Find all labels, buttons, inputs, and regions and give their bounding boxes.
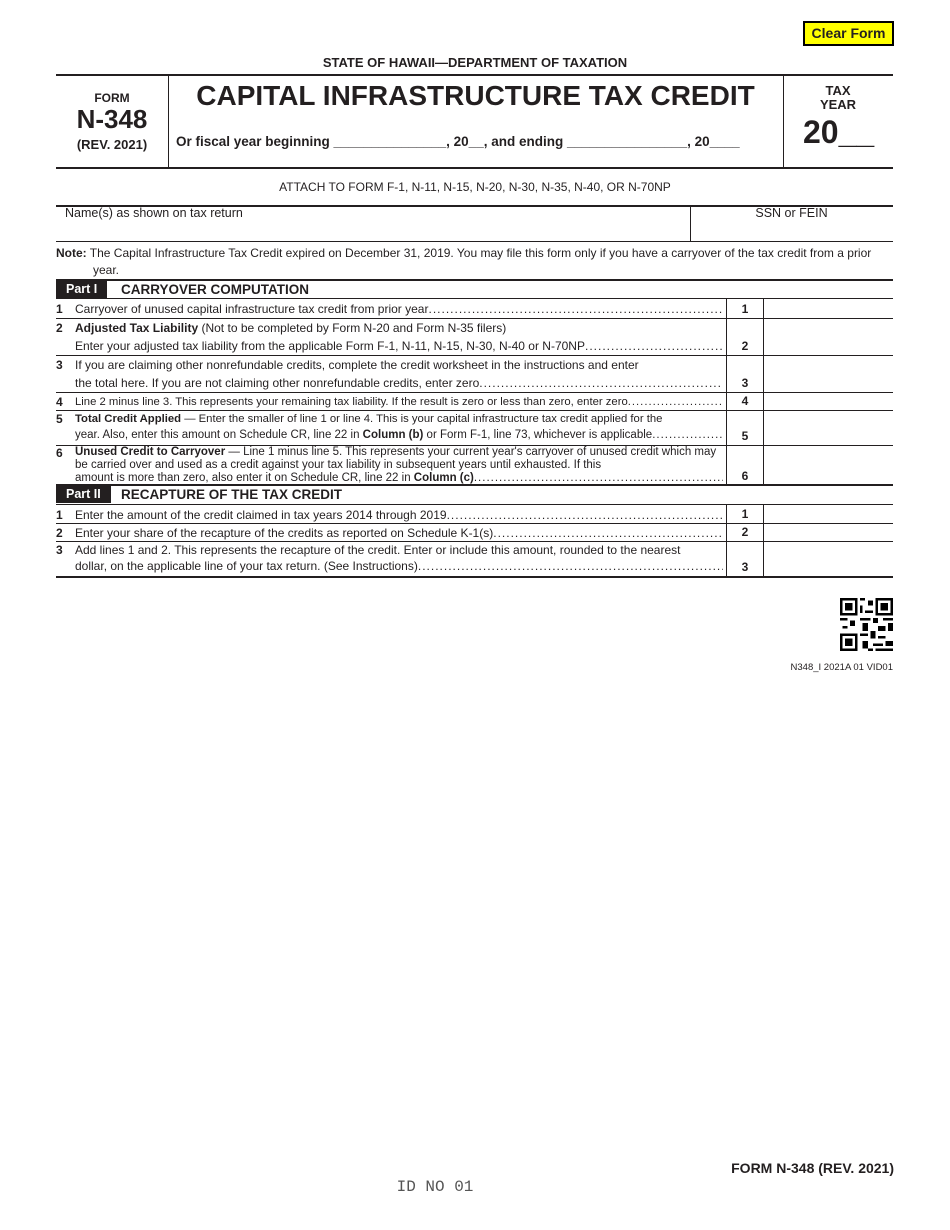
line-number: 2 [56, 321, 63, 335]
ssn-fein-field[interactable]: SSN or FEIN [755, 206, 828, 220]
line-text: Line 2 minus line 3. This represents your remaining tax liability. If the result is zero or less than zero, enter zero ..... [75, 395, 723, 410]
qr-code-icon [840, 598, 893, 651]
note [56, 245, 886, 279]
part1-line-6-amount[interactable] [764, 446, 893, 485]
part1-line-1 [56, 298, 893, 318]
line-text: Unused Credit to Carryover — Line 1 minus line 5. This represents your current year's carryover of unused credit which may be carried over and used as a credit against your tax liability in subsequent years until exhausted. If this [75, 446, 717, 471]
part1-line-3-amount[interactable] [764, 356, 893, 392]
line-box: 4 [726, 393, 764, 410]
line-box: 5 [726, 411, 764, 445]
line-box: 3 [726, 542, 764, 576]
tax-year-field[interactable]: 20__ [803, 114, 875, 150]
line-number: 3 [56, 543, 63, 557]
id-number: ID NO 01 [396, 1178, 474, 1196]
part1-line-5 [56, 410, 893, 445]
line-number: 3 [56, 358, 63, 372]
part2-line-2-amount[interactable] [764, 524, 893, 541]
footer-form-id: FORM N-348 (REV. 2021) [731, 1160, 894, 1176]
part1-line-1-amount[interactable] [764, 299, 893, 318]
line-number: 1 [56, 508, 63, 522]
form-id-block [56, 75, 168, 168]
clear-form-button[interactable]: Clear Form [803, 21, 894, 46]
form-title: CAPITAL INFRASTRUCTURE TAX CREDIT [196, 80, 755, 111]
line-number: 6 [56, 446, 63, 460]
note-text: The Capital Infrastructure Tax Credit expired on December 31, 2019. You may file this form only if you have a carryover of the tax credit from a prior year. [86, 246, 872, 277]
name-field[interactable]: Name(s) as shown on tax return [65, 206, 243, 220]
department-heading: STATE OF HAWAII—DEPARTMENT OF TAXATION [322, 55, 628, 70]
line-text: Total Credit Applied — Enter the smaller of line 1 or line 4. This is your capital infrastructure tax credit applied for the [75, 413, 663, 425]
line-text: Adjusted Tax Liability (Not to be completed by Form N-20 and Form N-35 filers) [75, 321, 507, 335]
part2-line-3-amount[interactable] [764, 542, 893, 576]
part1-tag: Part I [56, 281, 107, 298]
fiscal-year-line[interactable]: Or fiscal year beginning _______________, 20__, and ending ________________, 20____ [176, 134, 740, 149]
tax-label: TAX [825, 83, 851, 98]
part1-title: CARRYOVER COMPUTATION [121, 282, 309, 297]
line-text: Enter the amount of the credit claimed in tax years 2014 through 2019 ..... [75, 508, 723, 523]
form-revision: (REV. 2021) [76, 137, 148, 152]
part1-line-4 [56, 392, 893, 410]
part1-line-3 [56, 355, 893, 392]
divider [56, 241, 893, 242]
line-box: 1 [726, 505, 764, 523]
line-text: year. Also, enter this amount on Schedule CR, line 22 in Column (b) or Form F-1, line 73, whichever is applicable ..... [75, 428, 723, 443]
line-text: If you are claiming other nonrefundable credits, complete the credit worksheet in the instructions and enter [75, 358, 639, 372]
part2-line-3 [56, 541, 893, 578]
part1-line-2-amount[interactable] [764, 319, 893, 355]
line-box: 2 [726, 524, 764, 541]
line-number: 2 [56, 526, 63, 540]
part2-header [56, 486, 893, 503]
version-id: N348_I 2021A 01 VID01 [790, 662, 893, 673]
line-text: dollar, on the applicable line of your tax return. (See Instructions) ..... [75, 559, 723, 574]
part2-title: RECAPTURE OF THE TAX CREDIT [121, 487, 343, 502]
line-box: 2 [726, 319, 764, 355]
part2-line-1 [56, 504, 893, 523]
line-box: 3 [726, 356, 764, 392]
line-text: the total here. If you are not claiming other nonrefundable credits, enter zero ..... [75, 376, 723, 391]
line-text: Carryover of unused capital infrastructure tax credit from prior year ..... [75, 302, 723, 317]
line-text: Enter your adjusted tax liability from the applicable Form F-1, N-11, N-15, N-30, N-40 or N-70NP ..... [75, 339, 723, 354]
attach-instruction: ATTACH TO FORM F-1, N-11, N-15, N-20, N-30, N-35, N-40, OR N-70NP [279, 180, 671, 194]
line-text: Add lines 1 and 2. This represents the recapture of the credit. Enter or include this amount, rounded to the nearest [75, 543, 681, 557]
part2-line-2 [56, 523, 893, 541]
part1-header [56, 281, 893, 298]
line-number: 4 [56, 395, 63, 409]
line-box: 6 [726, 446, 764, 485]
note-label: Note: [56, 246, 87, 260]
line-text: amount is more than zero, also enter it on Schedule CR, line 22 in Column (c) ..... [75, 472, 723, 485]
part2-line-1-amount[interactable] [764, 505, 893, 523]
part1-line-2 [56, 318, 893, 355]
form-label: FORM [94, 91, 130, 105]
part1-line-5-amount[interactable] [764, 411, 893, 445]
part1-line-6 [56, 445, 893, 485]
tax-year-label [783, 84, 893, 112]
form-number: N-348 [76, 104, 148, 134]
part1-line-4-amount[interactable] [764, 393, 893, 410]
line-text: Enter your share of the recapture of the credits as reported on Schedule K-1(s) ..... [75, 526, 723, 541]
line-number: 1 [56, 302, 63, 316]
divider [56, 167, 893, 169]
year-label: YEAR [819, 97, 857, 112]
divider [56, 74, 893, 76]
line-number: 5 [56, 412, 63, 426]
line-box: 1 [726, 299, 764, 318]
part2-tag: Part II [56, 486, 111, 503]
